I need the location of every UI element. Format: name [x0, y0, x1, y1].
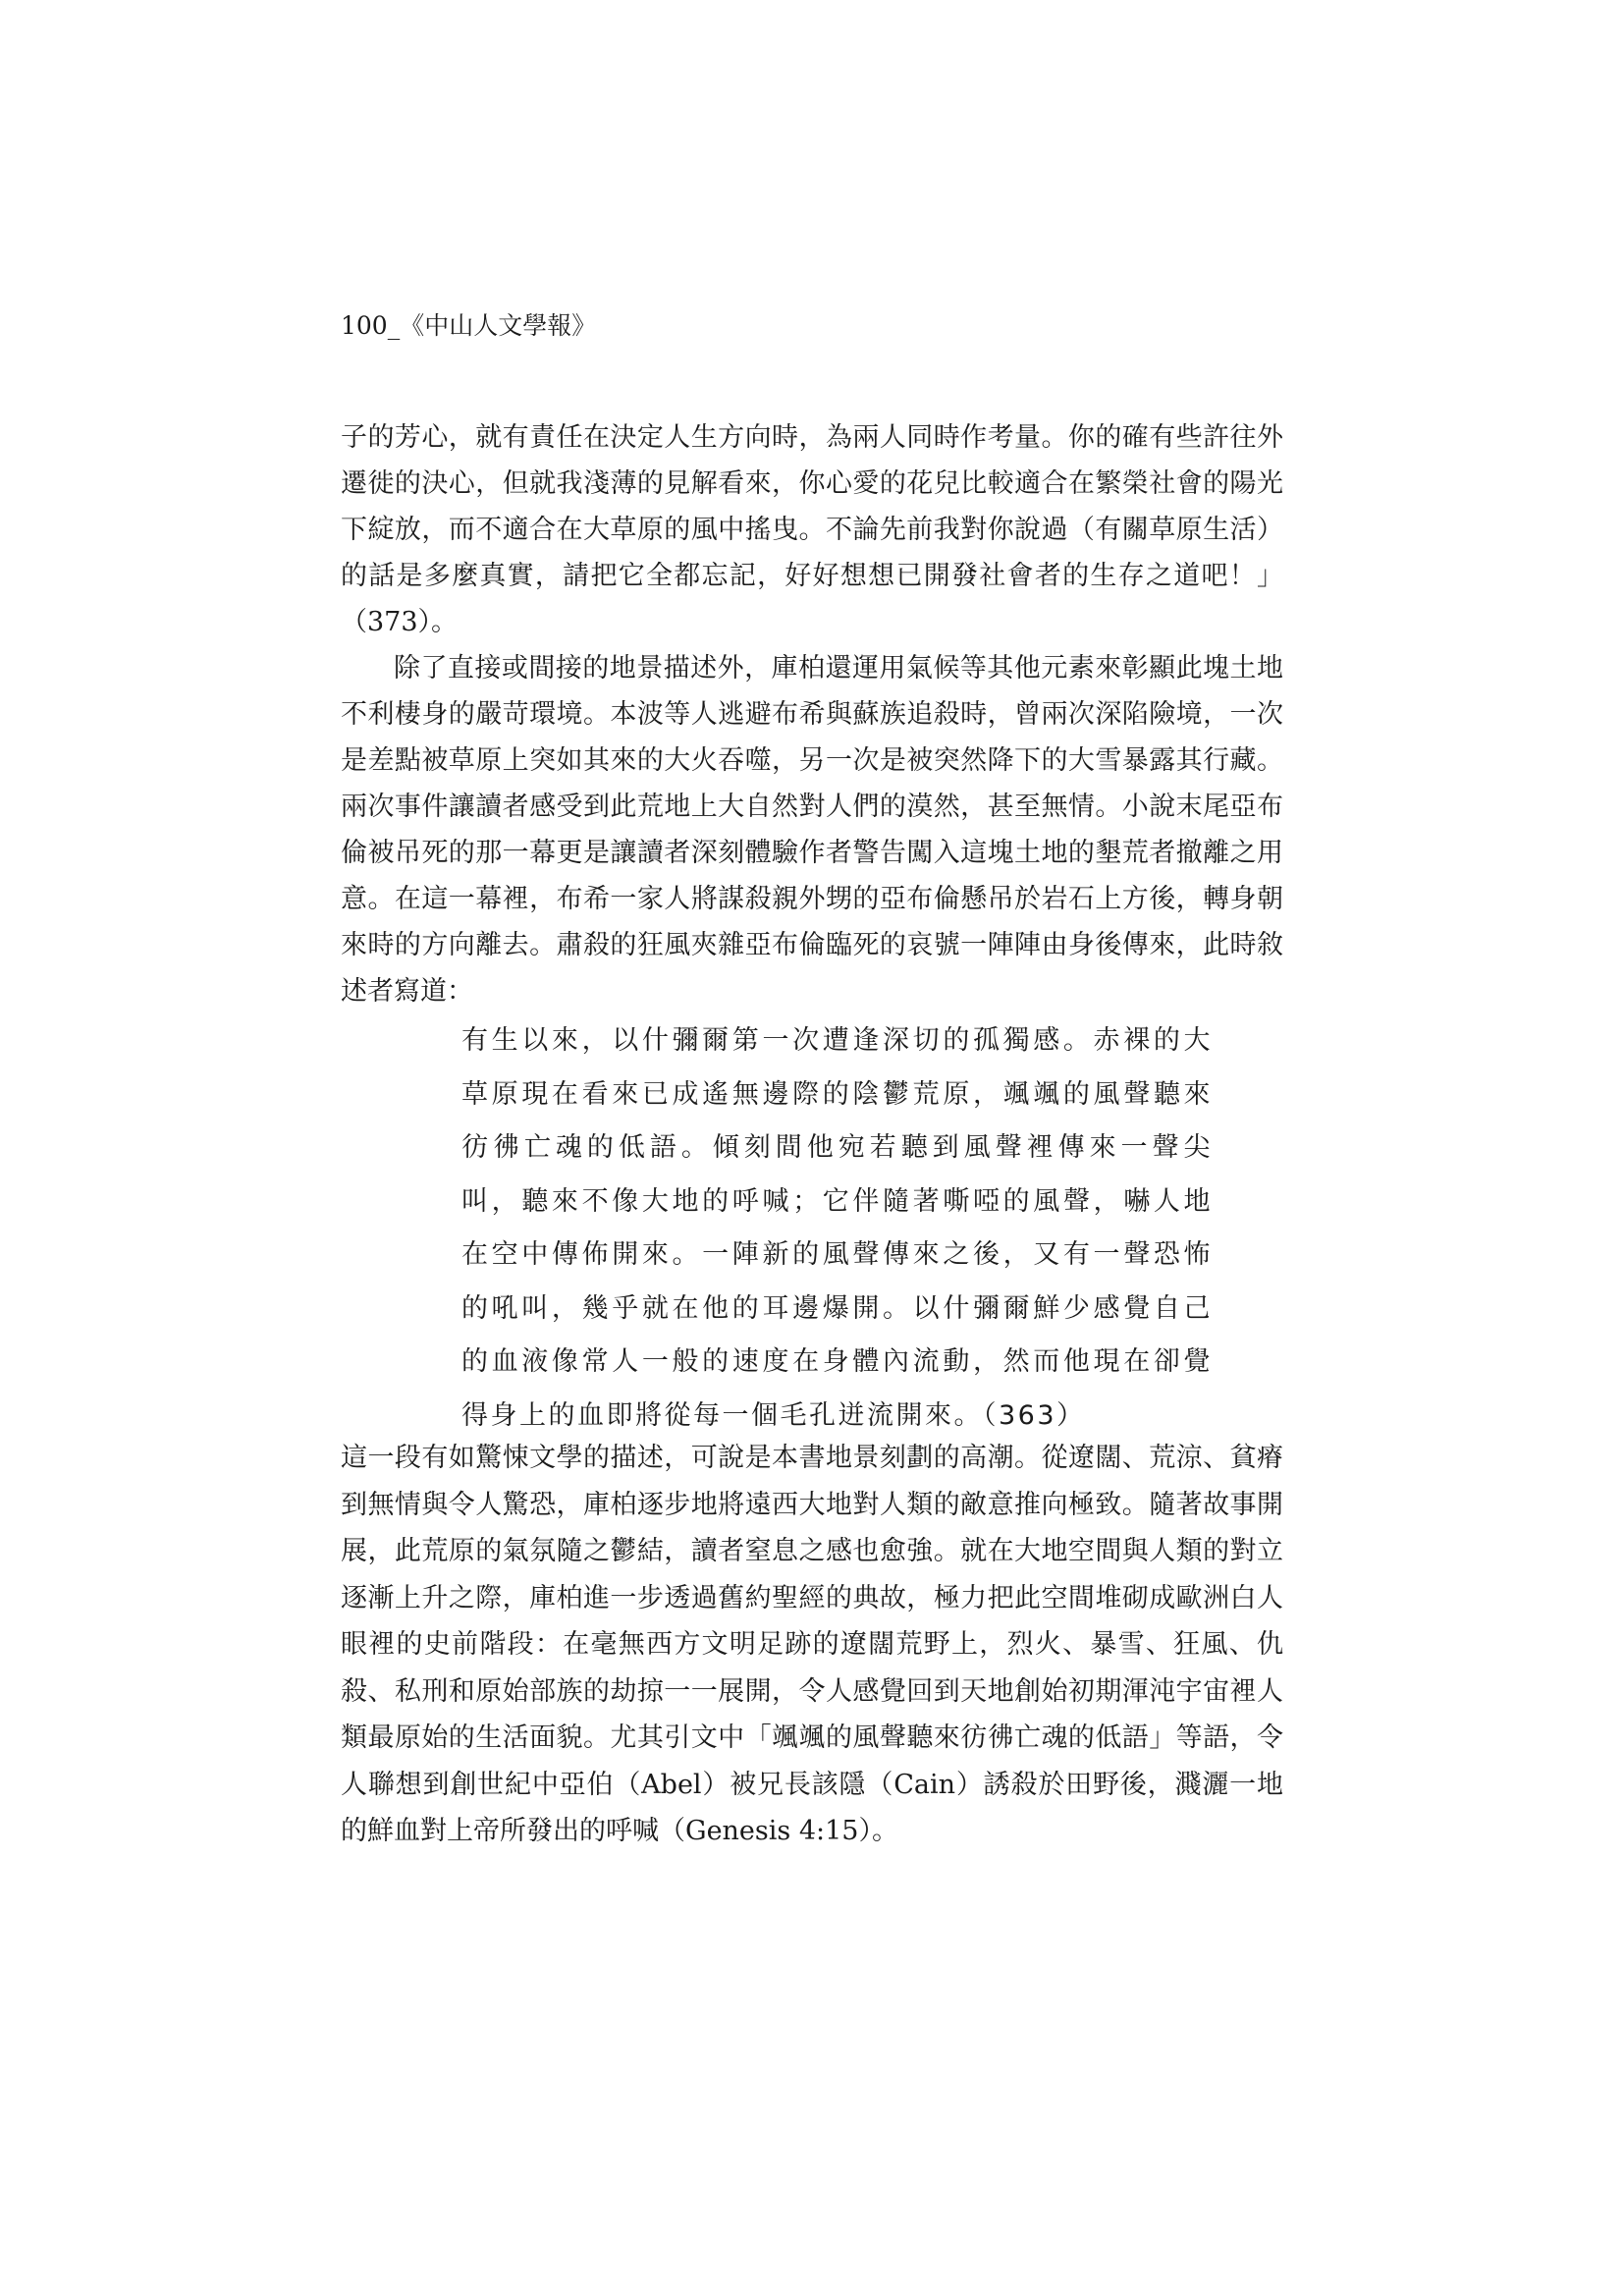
body-text-before-quote: [341, 414, 1283, 1014]
block-quote: 有生以來，以什彌爾第一次遭逢深切的孤獨感。赤裸的大草原現在看來已成遙無邊際的陰鬱荒原，颯颯的風聲聽來彷彿亡魂的低語。傾刻間他宛若聽到風聲裡傳來一聲尖叫，聽來不像大地的呼喊；它伴隨著嘶啞的風聲，嚇人地在空中傳佈開來。一陣新的風聲傳來之後，又有一聲恐怖的吼叫，幾乎就在他的耳邊爆開。以什彌爾鮮少感覺自己的血液像常人一般的速度在身體內流動，然而他現在卻覺得身上的血即將從每一個毛孔迸流開來。（363）: [461, 1025, 1213, 1431]
running-header: [341, 310, 596, 342]
paragraph: 除了直接或間接的地景描述外，庫柏還運用氣候等其他元素來彰顯此塊土地不利棲身的嚴苛環境。本波等人逃避布希與蘇族追殺時，曾兩次深陷險境，一次是差點被草原上突如其來的大火吞噬，另一次是被突然降下的大雪暴露其行藏。兩次事件讓讀者感受到此荒地上大自然對人們的漠然，甚至無情。小說末尾亞布倫被吊死的那一幕更是讓讀者深刻體驗作者警告闖入這塊土地的墾荒者撤離之用意。在這一幕裡，布希一家人將謀殺親外甥的亞布倫懸吊於岩石上方後，轉身朝來時的方向離去。肅殺的狂風夾雜亞布倫臨死的哀號一陣陣由身後傳來，此時敘述者寫道：: [341, 653, 1283, 1007]
paragraph-continued: 子的芳心，就有責任在決定人生方向時，為兩人同時作考量。你的確有些許往外遷徙的決心，但就我淺薄的見解看來，你心愛的花兒比較適合在繁榮社會的陽光下綻放，而不適合在大草原的風中搖曳。不論先前我對你說過（有關草原生活）的話是多麼真實，請把它全都忘記，好好想想已開發社會者的生存之道吧！」（373）。: [341, 422, 1283, 637]
paragraph: 這一段有如驚悚文學的描述，可說是本書地景刻劃的高潮。從遼闊、荒涼、貧瘠到無情與令人驚恐，庫柏逐步地將遠西大地對人類的敵意推向極致。隨著故事開展，此荒原的氣氛隨之鬱結，讀者窒息之感也愈強。就在大地空間與人類的對立逐漸上升之際，庫柏進一步透過舊約聖經的典故，極力把此空間堆砌成歐洲白人眼裡的史前階段：在毫無西方文明足跡的遼闊荒野上，烈火、暴雪、狂風、仇殺、私刑和原始部族的劫掠一一展開，令人感覺回到天地創始初期渾沌宇宙裡人類最原始的生活面貌。尤其引文中「颯颯的風聲聽來彷彿亡魂的低語」等語，令人聯想到創世紀中亞伯（Abel）被兄長該隱（Cain）誘殺於田野後，濺灑一地的鮮血對上帝所發出的呼喊（Genesis 4:15）。: [341, 1443, 1283, 1846]
body-text-after-quote: [341, 1435, 1283, 1855]
header-separator: _: [387, 311, 401, 340]
page-number: 100: [341, 311, 388, 340]
journal-title: 《中山人文學報》: [400, 311, 597, 340]
